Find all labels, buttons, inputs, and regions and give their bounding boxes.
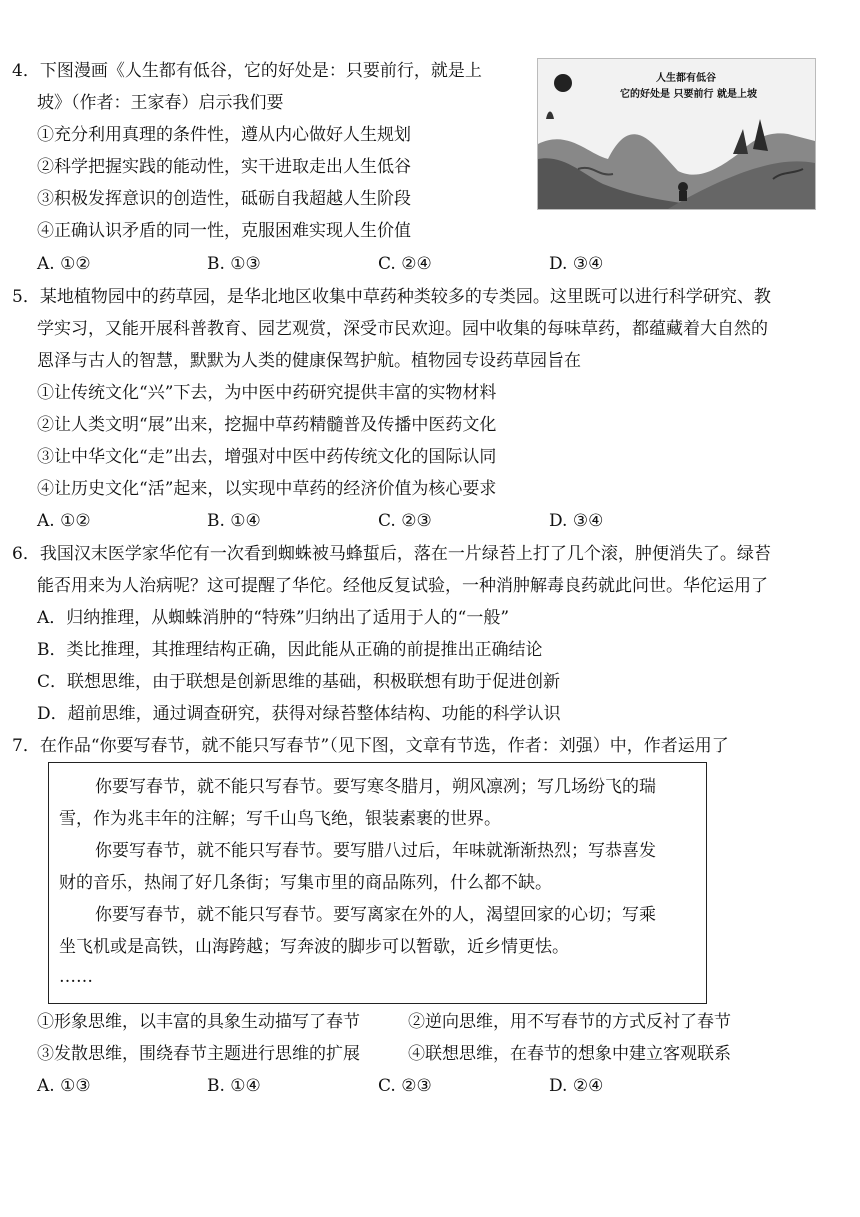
q5-option-a: A. ①② <box>37 511 91 531</box>
q7-item-1: ①形象思维，以丰富的具象生动描写了春节 <box>37 1012 360 1032</box>
q5-stem-line-1: 5．某地植物园中的药草园，是华北地区收集中草药种类较多的专类园。这里既可以进行科学研究、教 <box>12 287 771 307</box>
comic-caption-body: 它的好处是 只要前行 就是上坡 <box>620 89 757 100</box>
q6-stem-line-2: 能否用来为人治病呢？这可提醒了华佗。经他反复试验，一种消肿解毒良药就此问世。华佗运用了 <box>37 576 768 596</box>
q5-item-2: ②让人类文明“展”出来，挖掘中草药精髓普及传播中医药文化 <box>37 415 497 435</box>
q4-stem-line-1: 4．下图漫画《人生都有低谷，它的好处是：只要前行，就是上 <box>12 61 482 81</box>
q4-option-a: A. ①② <box>37 254 91 274</box>
q4-item-1: ①充分利用真理的条件性，遵从内心做好人生规划 <box>37 125 411 145</box>
excerpt-line-6: 坐飞机或是高铁，山海跨越；写奔波的脚步可以暂歇，近乡情更怯。 <box>59 937 569 957</box>
comic-caption-title: 人生都有低谷 <box>656 73 716 84</box>
q7-option-a: A. ①③ <box>37 1076 91 1096</box>
q4-item-4: ④正确认识矛盾的同一性，克服困难实现人生价值 <box>37 221 411 241</box>
q6-choice-b: B．类比推理，其推理结构正确，因此能从正确的前提推出正确结论 <box>37 640 543 660</box>
q4-item-3: ③积极发挥意识的创造性，砥砺自我超越人生阶段 <box>37 189 411 209</box>
excerpt-line-1: 你要写春节，就不能只写春节。要写寒冬腊月，朔风凛冽；写几场纷飞的瑞 <box>95 777 656 797</box>
excerpt-line-2: 雪，作为兆丰年的注解；写千山鸟飞绝，银装素裹的世界。 <box>59 809 501 829</box>
q4-option-d: D. ③④ <box>549 254 604 274</box>
q6-choice-d: D．超前思维，通过调查研究，获得对绿苔整体结构、功能的科学认识 <box>37 704 561 724</box>
q7-stem: 7．在作品“你要写春节，就不能只写春节”（见下图，文章有节选，作者：刘强）中，作者运用了 <box>12 736 729 756</box>
q7-option-b: B. ①④ <box>207 1076 261 1096</box>
q4-option-c: C. ②④ <box>378 254 432 274</box>
q7-option-c: C. ②③ <box>378 1076 432 1096</box>
excerpt-line-4: 财的音乐，热闹了好几条街；写集市里的商品陈列，什么都不缺。 <box>59 873 552 893</box>
q5-item-4: ④让历史文化“活”起来，以实现中草药的经济价值为核心要求 <box>37 479 497 499</box>
excerpt-line-3: 你要写春节，就不能只写春节。要写腊八过后，年味就渐渐热烈；写恭喜发 <box>95 841 656 861</box>
q6-stem-line-1: 6．我国汉末医学家华佗有一次看到蜘蛛被马蜂蜇后，落在一片绿苔上打了几个滚，肿便消失了。绿苔 <box>12 544 771 564</box>
q7-option-d: D. ②④ <box>549 1076 604 1096</box>
q6-choice-a: A．归纳推理，从蜘蛛消肿的“特殊”归纳出了适用于人的“一般” <box>37 608 510 628</box>
comic-illustration <box>537 58 816 210</box>
q6-choice-c: C．联想思维，由于联想是创新思维的基础，积极联想有助于促进创新 <box>37 672 561 692</box>
q7-item-4: ④联想思维，在春节的想象中建立客观联系 <box>408 1044 731 1064</box>
q5-option-c: C. ②③ <box>378 511 432 531</box>
q5-stem-line-2: 学实习，又能开展科普教育、园艺观赏，深受市民欢迎。园中收集的每味草药，都蕴藏着大自然的 <box>37 319 768 339</box>
excerpt-line-5: 你要写春节，就不能只写春节。要写离家在外的人，渴望回家的心切；写乘 <box>95 905 656 925</box>
q5-item-1: ①让传统文化“兴”下去，为中医中药研究提供丰富的实物材料 <box>37 383 497 403</box>
q4-option-b: B. ①③ <box>207 254 261 274</box>
traveler-figure <box>678 182 688 192</box>
excerpt-ellipsis: …… <box>59 967 93 987</box>
excerpt-box <box>48 762 707 1004</box>
q7-item-3: ③发散思维，围绕春节主题进行思维的扩展 <box>37 1044 360 1064</box>
q7-item-2: ②逆向思维，用不写春节的方式反衬了春节 <box>408 1012 731 1032</box>
q4-stem-line-2: 坡》（作者：王家春）启示我们要 <box>37 93 284 113</box>
q5-item-3: ③让中华文化“走”出去，增强对中医中药传统文化的国际认同 <box>37 447 497 467</box>
q5-option-d: D. ③④ <box>549 511 604 531</box>
q5-option-b: B. ①④ <box>207 511 261 531</box>
q4-item-2: ②科学把握实践的能动性，实干进取走出人生低谷 <box>37 157 411 177</box>
q5-stem-line-3: 恩泽与古人的智慧，默默为人类的健康保驾护航。植物园专设药草园旨在 <box>37 351 581 371</box>
sun-shape <box>554 74 572 92</box>
